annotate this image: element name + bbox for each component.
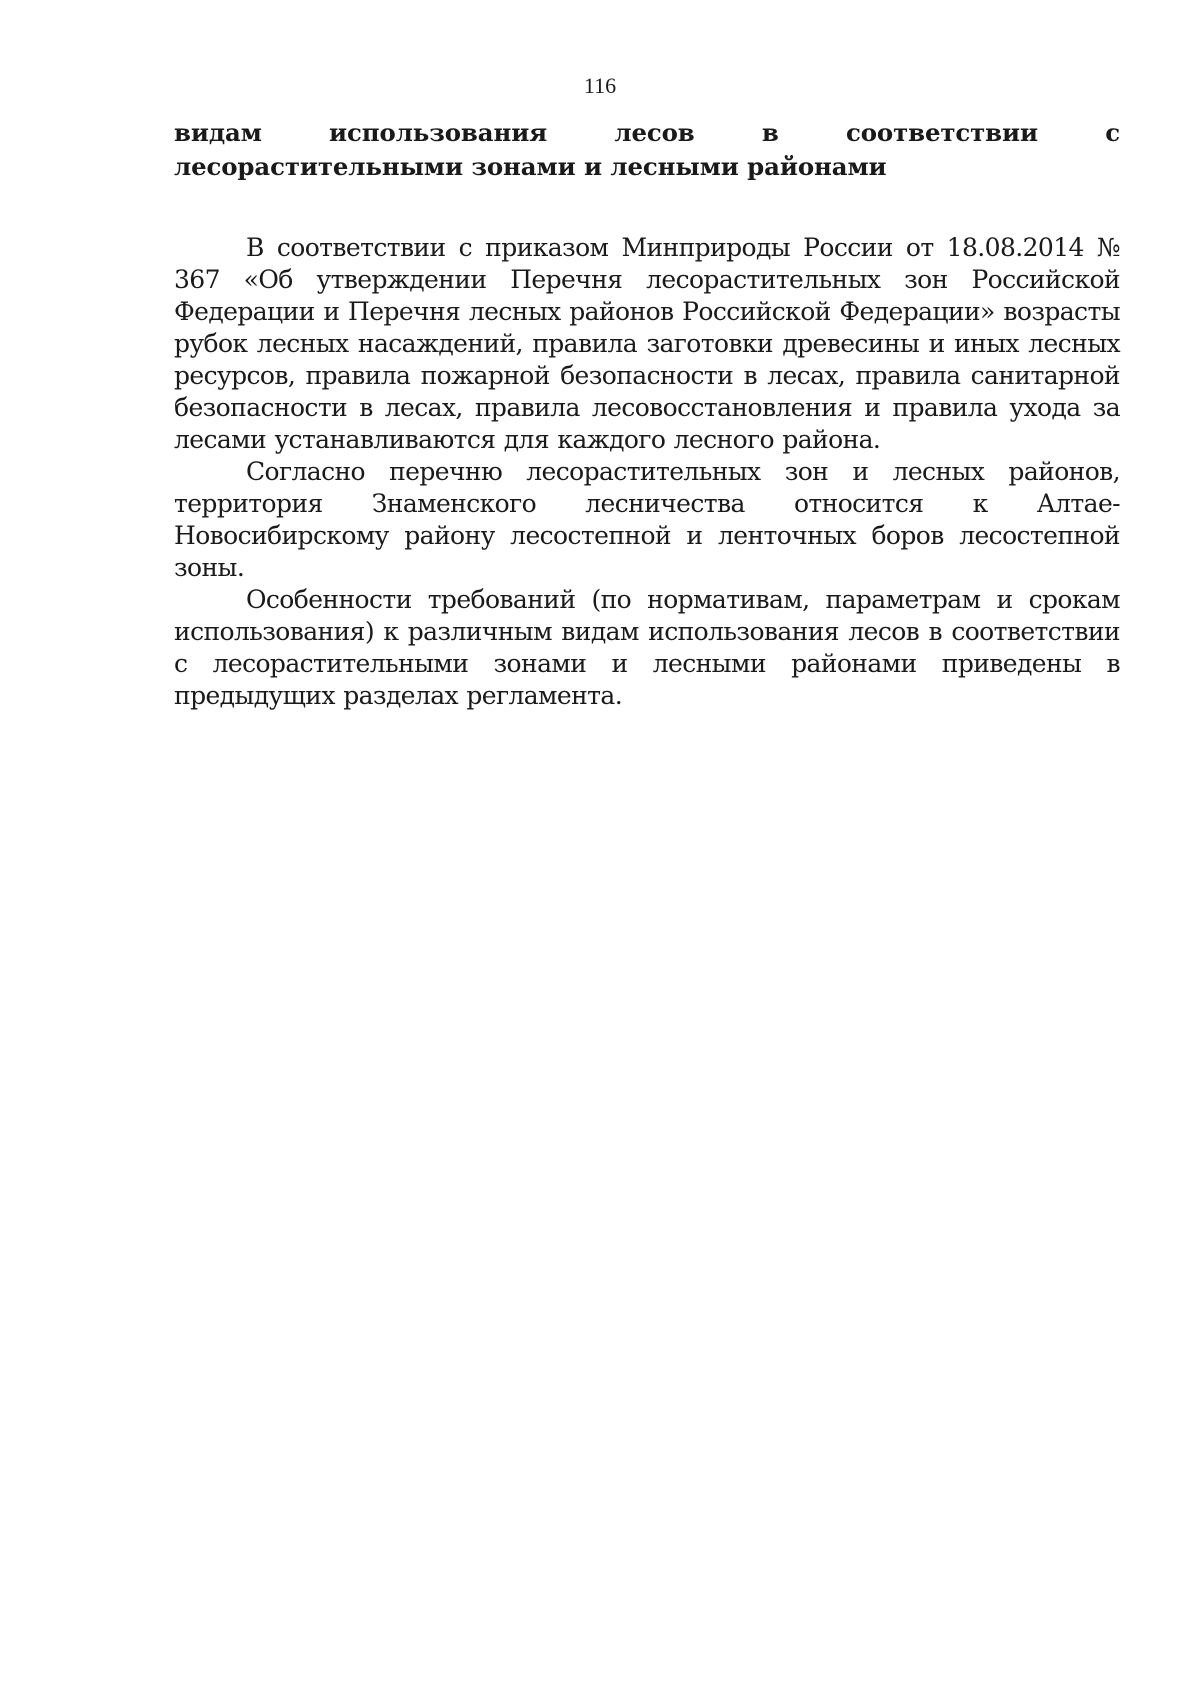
paragraph-requirements: Особенности требований (по нормативам, параметрам и срокам использования) к различным видам использования лесов в соответствии с лесорастительными зонами и лесными районами приведены в предыдущих разделах регламента. (174, 585, 1120, 710)
body-text (174, 232, 1120, 712)
paragraph-forest-district: Согласно перечню лесорастительных зон и лесных районов, территория Знаменского лесничества относится к Алтае-Новосибирскому району лесостепной и ленточных боров лесостепной зоны. (174, 457, 1120, 582)
page-number: 116 (583, 73, 617, 98)
paragraph-order-reference: В соответствии с приказом Минприроды России от 18.08.2014 № 367 «Об утверждении Перечня лесорастительных зон Российской Федерации и Перечня лесных районов Российской Федерации» возрасты рубок лесных насаждений, правила заготовки древесины и иных лесных ресурсов, правила пожарной безопасности в лесах, правила санитарной безопасности в лесах, правила лесовосстановления и правила ухода за лесами устанавливаются для каждого лесного района. (174, 233, 1120, 454)
page-content (174, 116, 1120, 712)
section-heading: видам использования лесов в соответствии с лесорастительными зонами и лесными районами (174, 118, 1120, 181)
